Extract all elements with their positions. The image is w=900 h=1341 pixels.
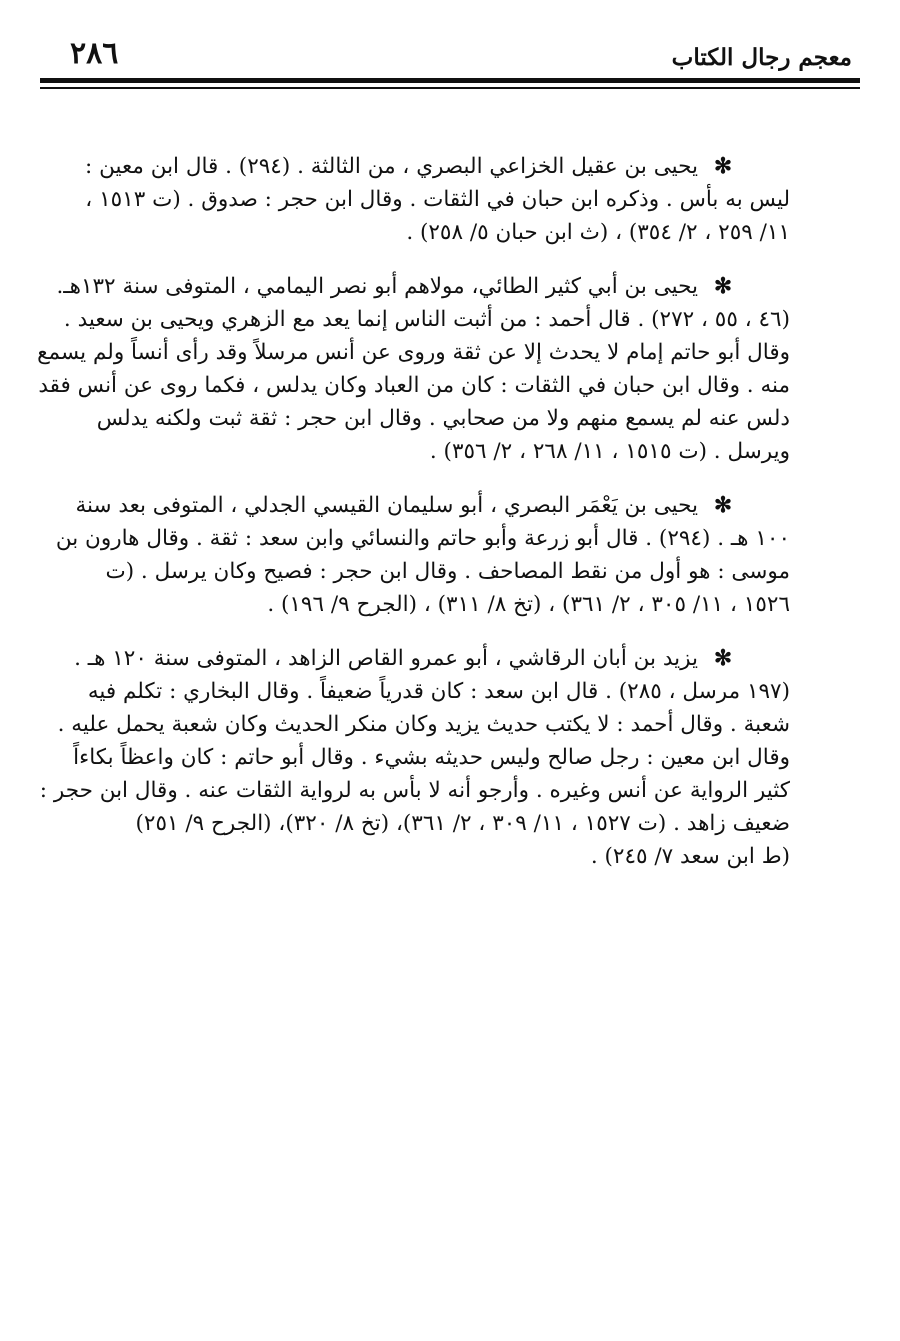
entry-line: ١١/ ٢٥٩ ، ٢/ ٣٥٤) ، (ث ابن حبان ٥/ ٢٥٨) . (406, 220, 790, 245)
page-header (40, 30, 860, 90)
asterisk-marker: ✻ (713, 493, 732, 518)
entry-line: ويرسل . (ت ١٥١٥ ، ١١/ ٢٦٨ ، ٢/ ٣٥٦) . (429, 439, 790, 464)
entry-line (45, 150, 790, 183)
entry-line: كثير الرواية عن أنس وغيره . وأرجو أنه لا بأس به لرواية الثقات عنه . وقال ابن حجر : (39, 778, 790, 803)
page-number: ٢٨٦ (70, 36, 119, 71)
entry-line: موسى : هو أول من نقط المصاحف . وقال ابن حجر : فصيح وكان يرسل . (ت (105, 559, 790, 584)
entry-text: يحيى بن أبي كثير الطائي، مولاهم أبو نصر اليمامي ، المتوفى سنة ١٣٢هـ. (56, 274, 698, 299)
entry-2 (37, 270, 790, 468)
entry-line: ١٥٢٦ ، ١١/ ٣٠٥ ، ٢/ ٣٦١) ، (تخ ٨/ ٣١١) ، (الجرح ٩/ ١٩٦) . (267, 592, 790, 617)
asterisk-marker: ✻ (713, 274, 732, 299)
entry-3 (45, 489, 790, 621)
entry-line: (١٩٧ مرسل ، ٢٨٥) . قال ابن سعد : كان قدرياً ضعيفاً . وقال البخاري : تكلم فيه (87, 679, 790, 704)
entry-4 (39, 642, 790, 873)
entry-line: ليس به بأس . وذكره ابن حبان في الثقات . وقال ابن حجر : صدوق . (ت ١٥١٣ ، (85, 187, 790, 212)
entry-line (45, 642, 790, 675)
entry-line: (ط ابن سعد ٧/ ٢٤٥) . (590, 844, 790, 869)
asterisk-marker: ✻ (713, 154, 732, 179)
entry-text: يحيى بن يَعْمَر البصري ، أبو سليمان القيسي الجدلي ، المتوفى بعد سنة (75, 493, 698, 518)
entry-line: (٤٦ ، ٥٥ ، ٢٧٢) . قال أحمد : من أثبت الناس إنما يعد مع الزهري ويحيى بن سعيد . (63, 307, 790, 332)
page-body (37, 150, 790, 894)
entry-line: وقال ابن معين : رجل صالح وليس حديثه بشيء . وقال أبو حاتم : كان واعظاً بكاءاً (73, 745, 790, 770)
running-title: معجم رجال الكتاب (671, 44, 852, 71)
entry-line (45, 489, 790, 522)
entry-line: وقال أبو حاتم إمام لا يحدث إلا عن ثقة وروى عن أنس مرسلاً وقد رأى أنساً ولم يسمع (37, 340, 790, 365)
entry-line (45, 270, 790, 303)
entry-text: يزيد بن أبان الرقاشي ، أبو عمرو القاص الزاهد ، المتوفى سنة ١٢٠ هـ . (74, 646, 698, 671)
header-rule-thick (40, 78, 860, 83)
entry-line: دلس عنه لم يسمع منهم ولا من صحابي . وقال ابن حجر : ثقة ثبت ولكنه يدلس (96, 406, 790, 431)
entry-1 (45, 150, 790, 249)
entry-text: يحيى بن عقيل الخزاعي البصري ، من الثالثة . (٢٩٤) . قال ابن معين : (85, 154, 698, 179)
entry-line: ضعيف زاهد . (ت ١٥٢٧ ، ١١/ ٣٠٩ ، ٢/ ٣٦١)، (تخ ٨/ ٣٢٠)، (الجرح ٩/ ٢٥١) (135, 811, 790, 836)
entry-line: شعبة . وقال أحمد : لا يكتب حديث يزيد وكان منكر الحديث وكان شعبة يحمل عليه . (57, 712, 790, 737)
entry-line: ١٠٠ هـ . (٢٩٤) . قال أبو زرعة وأبو حاتم والنسائي وابن سعد : ثقة . وقال هارون بن (55, 526, 790, 551)
header-rule-thin (40, 87, 860, 89)
entry-line: منه . وقال ابن حبان في الثقات : كان من العباد وكان يدلس ، فكما روى عن أنس فقد (38, 373, 790, 398)
asterisk-marker: ✻ (713, 646, 732, 671)
